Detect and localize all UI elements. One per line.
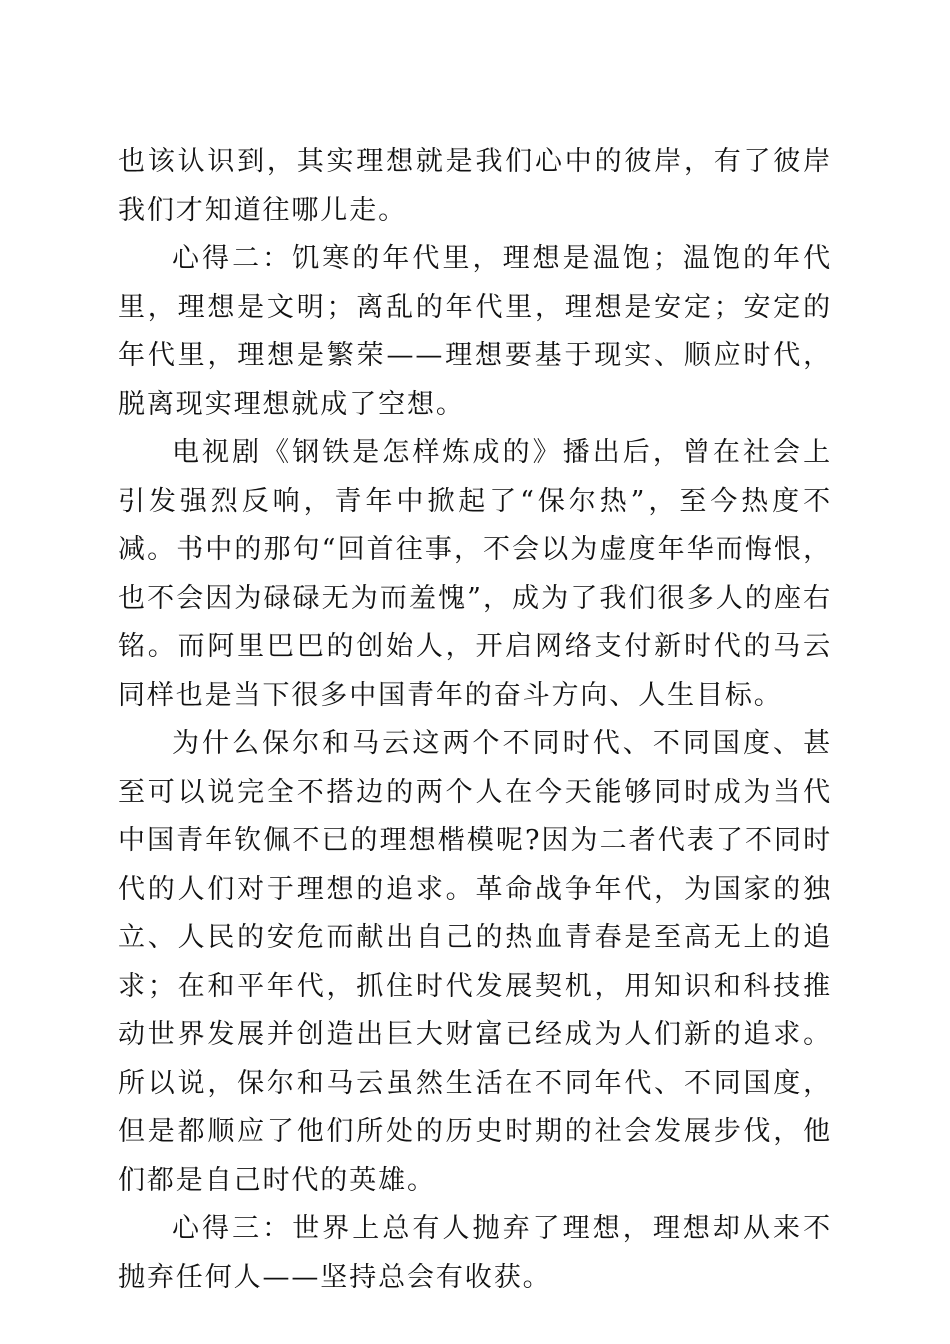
- paragraph-insight-three: 心得三：世界上总有人抛弃了理想，理想却从来不抛弃任何人——坚持总会有收获。: [118, 1213, 832, 1293]
- document-body: [118, 138, 832, 1302]
- paragraph-paul-and-ma-yun: 为什么保尔和马云这两个不同时代、不同国度、甚至可以说完全不搭边的两个人在今天能够同时成为当代中国青年钦佩不已的理想楷模呢?因为二者代表了不同时代的人们对于理想的追求。革命战争年代，为国家的独立、人民的安危而献出自己的热血青春是至高无上的追求；在和平年代，抓住时代发展契机，用知识和科技推动世界发展并创造出巨大财富已经成为人们新的追求。所以说，保尔和马云虽然生活在不同年代、不同国度，但是都顺应了他们所处的历史时期的社会发展步伐，他们都是自己时代的英雄。: [118, 728, 832, 1196]
- paragraph-insight-two: 心得二：饥寒的年代里，理想是温饱；温饱的年代里，理想是文明；离乱的年代里，理想是安定；安定的年代里，理想是繁荣——理想要基于现实、顺应时代，脱离现实理想就成了空想。: [118, 243, 832, 420]
- paragraph-tv-drama: 电视剧《钢铁是怎样炼成的》播出后，曾在社会上引发强烈反响，青年中掀起了“保尔热”，至今热度不减。书中的那句“回首往事，不会以为虚度年华而悔恨，也不会因为碌碌无为而羞愧”，成为了我们很多人的座右铭。而阿里巴巴的创始人，开启网络支付新时代的马云同样也是当下很多中国青年的奋斗方向、人生目标。: [118, 437, 832, 711]
- paragraph-continuation: 也该认识到，其实理想就是我们心中的彼岸，有了彼岸我们才知道往哪儿走。: [118, 146, 832, 226]
